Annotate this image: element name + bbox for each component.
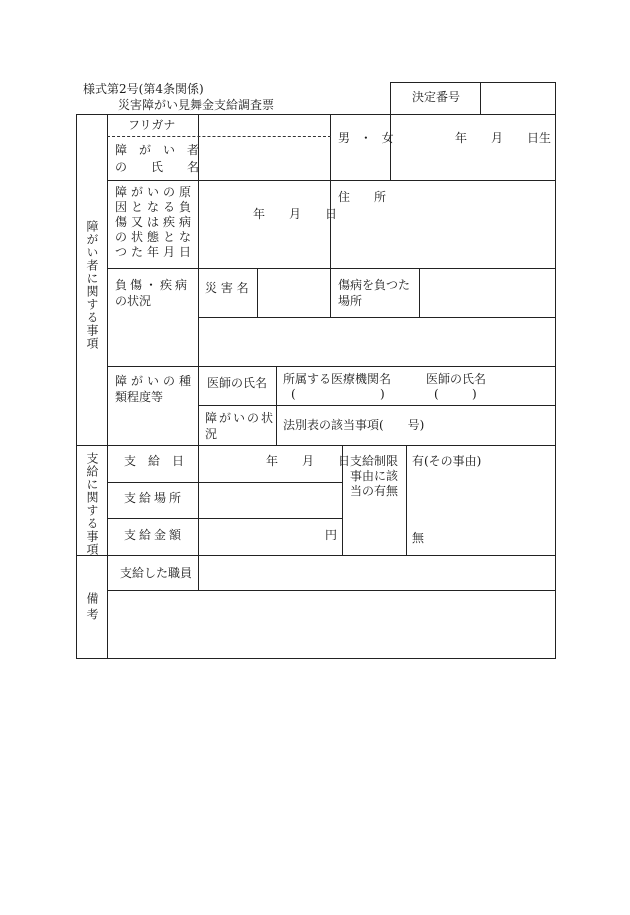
table-right-border (555, 114, 556, 659)
injury-place-label-line2: 場所 (338, 294, 363, 308)
cause-date-field[interactable]: 年 月 日 (253, 207, 338, 221)
staff-label: 支給した職員 (120, 566, 193, 580)
institution-label: 所属する医療機関名 (283, 372, 392, 386)
doctor-paren-open: ( (434, 387, 439, 401)
label-column-line-lower (198, 366, 199, 446)
cause-label-line4: の状態とな (115, 230, 196, 244)
table-left-border (76, 114, 77, 659)
address-label: 住 所 (338, 190, 387, 204)
payment-date-field[interactable]: 年 月 日 (266, 454, 351, 468)
form-number: 様式第2号(第4条関係) (83, 82, 204, 96)
sex-column-right-line (390, 114, 391, 180)
cause-label-line5: つた年月日 (115, 245, 196, 259)
decision-box-right (555, 82, 556, 114)
row-line-cause (107, 268, 556, 269)
payment-limit-right-line (406, 445, 407, 555)
payment-row-line-1 (107, 482, 343, 483)
decision-box-top (390, 82, 556, 83)
furigana-separator (107, 136, 331, 137)
doctor-paren-close: ) (472, 387, 477, 401)
doctor-name-label: 医師の氏名 (207, 376, 268, 390)
table-top-border (76, 114, 556, 115)
section-separator-remarks (76, 555, 556, 556)
condition-label-line1: 障がいの状 (205, 411, 276, 425)
limit-yes-option[interactable]: 有(その事由) (412, 454, 482, 468)
limit-label-line3: 当の有無 (350, 484, 399, 498)
injury-label-line1: 負傷・疾病 (115, 278, 191, 292)
institution-paren-close: ) (380, 387, 385, 401)
disability-type-line1: 障がいの種 (115, 374, 196, 388)
cause-label-line1: 障がいの原 (115, 185, 196, 199)
name-label-line1: 障 が い 者 (115, 143, 200, 157)
row-line-injury (107, 366, 556, 367)
limit-label-line1: 支給制限 (350, 454, 399, 468)
row-line-injury-detail (198, 317, 556, 318)
section-label-remarks: 備考 (85, 592, 99, 624)
limit-label-line2: 事由に該 (350, 469, 399, 483)
doctor-row-divider (276, 366, 277, 446)
sex-field[interactable]: 男 ・ 女 (338, 131, 397, 145)
condition-label-line2: 況 (205, 427, 218, 441)
name-label-line2: の 氏 名 (115, 160, 200, 174)
injury-place-divider (419, 268, 420, 318)
payment-amount-label: 支給金額 (124, 528, 185, 542)
payment-place-label: 支給場所 (124, 491, 185, 505)
payment-row-line-2 (107, 518, 343, 519)
furigana-label: フリガナ (128, 118, 176, 132)
birth-date-field[interactable]: 年 月 日生 (455, 131, 552, 145)
decision-box-mid (480, 82, 481, 114)
disability-type-line2: 類程度等 (115, 390, 164, 404)
section-label-payment: 支給に関する事項 (85, 452, 99, 556)
payment-amount-unit: 円 (325, 528, 338, 542)
injury-place-label-line1: 傷病を負つた (338, 278, 411, 292)
section-label-person: 障がい者に関する事項 (85, 220, 99, 350)
limit-no-option[interactable]: 無 (412, 531, 425, 545)
decision-number-label: 決定番号 (412, 90, 461, 104)
doctor-name-label-2: 医師の氏名 (426, 372, 487, 386)
payment-date-label: 支 給 日 (124, 454, 185, 468)
section-separator-payment (76, 445, 556, 446)
table-bottom-border (76, 658, 556, 659)
disaster-name-label: 災 害 名 (205, 281, 249, 295)
row-line-doctor (198, 405, 556, 406)
disaster-name-divider (257, 268, 258, 318)
form-title: 災害障がい見舞金支給調査票 (118, 98, 275, 112)
cause-label-line2: 因となる負 (115, 200, 196, 214)
payment-label-column-line (198, 445, 199, 555)
section-column-line (107, 114, 108, 659)
row-line-name (107, 180, 556, 181)
remarks-row-line (107, 590, 556, 591)
appendix-item-field[interactable]: 法別表の該当事項( 号) (283, 418, 425, 432)
injury-label-line2: の状況 (115, 294, 152, 308)
decision-box-left (390, 82, 391, 114)
institution-paren-open: ( (291, 387, 296, 401)
remarks-label-column-line (198, 555, 199, 591)
cause-label-line3: 傷又は疾病 (115, 215, 196, 229)
